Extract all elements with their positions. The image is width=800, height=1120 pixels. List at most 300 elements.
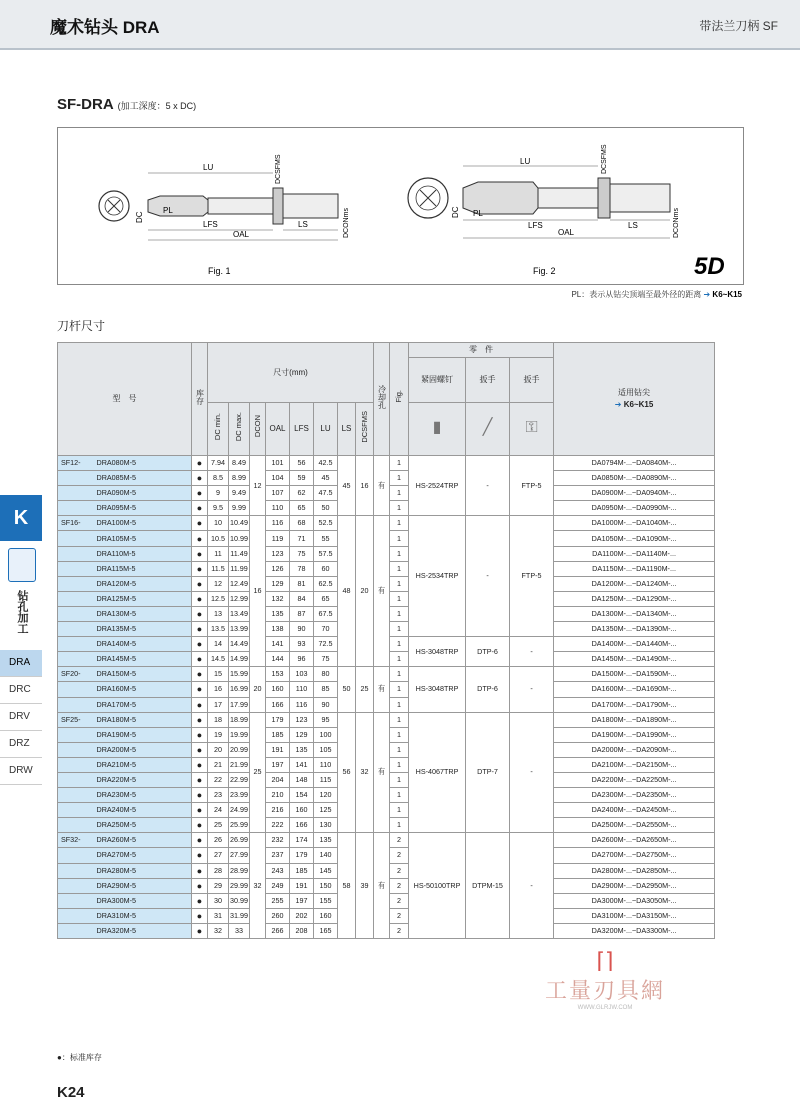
- dcon-cell: 32: [250, 833, 266, 939]
- oal-cell: 166: [266, 697, 290, 712]
- dc-max-cell: 8.49: [229, 456, 250, 471]
- lu-cell: 165: [314, 923, 338, 938]
- lu-cell: 85: [314, 682, 338, 697]
- tip-cell[interactable]: DA2200M-...~DA2250M-...: [554, 772, 715, 787]
- tip-cell[interactable]: DA2000M-...~DA2090M-...: [554, 742, 715, 757]
- stock-dot: ●: [192, 531, 208, 546]
- shank-cell: SF20-: [58, 667, 95, 682]
- fig-cell: 1: [390, 682, 409, 697]
- screw-cell: HS-50100TRP: [409, 833, 466, 939]
- lfs-cell: 197: [290, 893, 314, 908]
- header-lfs: LFS: [290, 403, 314, 456]
- torx-wrench-picture: [510, 403, 554, 456]
- stock-dot: ●: [192, 878, 208, 893]
- oal-cell: 185: [266, 727, 290, 742]
- dc-min-cell: 24: [208, 803, 229, 818]
- dim-ls: LS: [298, 220, 308, 229]
- stock-dot: ●: [192, 893, 208, 908]
- tip-cell[interactable]: DA0900M-...~DA0940M-...: [554, 486, 715, 501]
- model-cell: DRA320M-5: [95, 923, 192, 938]
- pl-note-ref[interactable]: K6~K15: [712, 290, 742, 299]
- dim-oal-2: OAL: [558, 228, 575, 237]
- coolant-cell: 有: [374, 516, 390, 667]
- sidebar-nav: [0, 650, 42, 785]
- lfs-cell: 191: [290, 878, 314, 893]
- page-number: K24: [57, 1084, 85, 1101]
- lu-cell: 70: [314, 622, 338, 637]
- dc-max-cell: 24.99: [229, 803, 250, 818]
- shank-cell: [58, 652, 95, 667]
- fig-cell: 1: [390, 772, 409, 787]
- dc-max-cell: 22.99: [229, 772, 250, 787]
- tip-cell[interactable]: DA2800M-...~DA2850M-...: [554, 863, 715, 878]
- fig-cell: 1: [390, 757, 409, 772]
- stock-dot: ●: [192, 622, 208, 637]
- dc-min-cell: 16: [208, 682, 229, 697]
- fig-cell: 2: [390, 923, 409, 938]
- fig-cell: 1: [390, 727, 409, 742]
- header-tips-ref[interactable]: ➔ K6~K15: [614, 400, 654, 409]
- drill-icon: [8, 548, 36, 582]
- tip-cell[interactable]: DA0850M-...~DA0890M-...: [554, 471, 715, 486]
- lfs-cell: 65: [290, 501, 314, 516]
- dc-max-cell: 18.99: [229, 712, 250, 727]
- pl-note: [571, 289, 742, 300]
- fig-cell: 1: [390, 803, 409, 818]
- fig-cell: 1: [390, 606, 409, 621]
- oal-cell: 243: [266, 863, 290, 878]
- oal-cell: 119: [266, 531, 290, 546]
- header-fig: [390, 343, 409, 456]
- header-oal: OAL: [266, 403, 290, 456]
- model-title: [57, 96, 196, 113]
- dc-min-cell: 13.5: [208, 622, 229, 637]
- fig-cell: 2: [390, 878, 409, 893]
- header-wrench2: 扳手: [510, 358, 554, 403]
- lfs-cell: 208: [290, 923, 314, 938]
- fig-cell: 2: [390, 833, 409, 848]
- tip-cell[interactable]: DA3000M-...~DA3050M-...: [554, 893, 715, 908]
- stock-dot: ●: [192, 833, 208, 848]
- header-model: 型 号: [58, 343, 192, 456]
- lu-cell: 62.5: [314, 576, 338, 591]
- tip-cell[interactable]: DA1300M-...~DA1340M-...: [554, 606, 715, 621]
- dc-max-cell: 23.99: [229, 788, 250, 803]
- model-cell: DRA210M-5: [95, 757, 192, 772]
- lu-cell: 110: [314, 757, 338, 772]
- lu-cell: 155: [314, 893, 338, 908]
- lfs-cell: 116: [290, 697, 314, 712]
- lu-cell: 52.5: [314, 516, 338, 531]
- header-ls: LS: [338, 403, 356, 456]
- tip-cell[interactable]: DA2100M-...~DA2150M-...: [554, 757, 715, 772]
- fig-cell: 1: [390, 788, 409, 803]
- oal-cell: 210: [266, 788, 290, 803]
- lfs-cell: 174: [290, 833, 314, 848]
- stock-dot: ●: [192, 471, 208, 486]
- lfs-cell: 87: [290, 606, 314, 621]
- dc-max-cell: 33: [229, 923, 250, 938]
- dim-lfs: LFS: [203, 220, 218, 229]
- dc-min-cell: 12: [208, 576, 229, 591]
- tip-cell[interactable]: DA1400M-...~DA1440M-...: [554, 637, 715, 652]
- lfs-cell: 185: [290, 863, 314, 878]
- section-tab-k[interactable]: K: [0, 495, 42, 541]
- sidebar-item-drc[interactable]: DRC: [0, 677, 42, 704]
- shank-cell: SF32-: [58, 833, 95, 848]
- dc-min-cell: 11.5: [208, 561, 229, 576]
- fig-cell: 1: [390, 546, 409, 561]
- tip-cell[interactable]: DA3100M-...~DA3150M-...: [554, 908, 715, 923]
- tip-cell[interactable]: DA2900M-...~DA2950M-...: [554, 878, 715, 893]
- dcon-cell: 16: [250, 516, 266, 667]
- lfs-cell: 96: [290, 652, 314, 667]
- model-cell: DRA230M-5: [95, 788, 192, 803]
- lu-cell: 130: [314, 818, 338, 833]
- fig-cell: 1: [390, 531, 409, 546]
- tip-cell[interactable]: DA0950M-...~DA0990M-...: [554, 501, 715, 516]
- side-view-1: [135, 154, 350, 276]
- tip-cell[interactable]: DA2600M-...~DA2650M-...: [554, 833, 715, 848]
- dc-max-cell: 10.49: [229, 516, 250, 531]
- shank-cell: [58, 757, 95, 772]
- stock-dot: ●: [192, 772, 208, 787]
- oal-cell: 116: [266, 516, 290, 531]
- header-stock: [192, 343, 208, 456]
- oal-cell: 129: [266, 576, 290, 591]
- shank-cell: SF12-: [58, 456, 95, 471]
- dc-max-cell: 28.99: [229, 863, 250, 878]
- model-cell: DRA140M-5: [95, 637, 192, 652]
- shank-cell: [58, 727, 95, 742]
- dc-min-cell: 23: [208, 788, 229, 803]
- shank-cell: [58, 863, 95, 878]
- header-coolant-text: 冷却孔: [377, 384, 387, 409]
- header-dc-max-text: DC max.: [234, 411, 243, 442]
- tip-cell[interactable]: DA1100M-...~DA1140M-...: [554, 546, 715, 561]
- tip-cell[interactable]: DA1350M-...~DA1390M-...: [554, 622, 715, 637]
- sidebar-item-dra[interactable]: DRA: [0, 650, 42, 677]
- stock-dot: ●: [192, 667, 208, 682]
- model-cell: DRA125M-5: [95, 591, 192, 606]
- shank-cell: [58, 501, 95, 516]
- dcon-cell: 20: [250, 667, 266, 712]
- lfs-cell: 135: [290, 742, 314, 757]
- oal-cell: 126: [266, 561, 290, 576]
- wrench2-cell: -: [510, 637, 554, 667]
- oal-cell: 141: [266, 637, 290, 652]
- shank-cell: [58, 878, 95, 893]
- watermark-text: 工量刃具網: [544, 978, 665, 1003]
- header-dcsfms: [356, 403, 374, 456]
- dcsfms-cell: 39: [356, 833, 374, 939]
- shank-cell: [58, 471, 95, 486]
- tip-cell[interactable]: DA1200M-...~DA1240M-...: [554, 576, 715, 591]
- fig-cell: 1: [390, 591, 409, 606]
- model-cell: DRA220M-5: [95, 772, 192, 787]
- fig-cell: 1: [390, 576, 409, 591]
- dc-max-cell: 26.99: [229, 833, 250, 848]
- stock-dot: ●: [192, 486, 208, 501]
- depth-badge: 5D: [694, 253, 725, 280]
- lu-cell: 65: [314, 591, 338, 606]
- dim-oal: OAL: [233, 230, 250, 239]
- dc-max-cell: 27.99: [229, 848, 250, 863]
- lu-cell: 135: [314, 833, 338, 848]
- lu-cell: 67.5: [314, 606, 338, 621]
- lu-cell: 50: [314, 501, 338, 516]
- model-cell: DRA270M-5: [95, 848, 192, 863]
- lfs-cell: 56: [290, 456, 314, 471]
- screw-cell: HS-3048TRP: [409, 637, 466, 667]
- fig-cell: 1: [390, 471, 409, 486]
- dcon-cell: 25: [250, 712, 266, 833]
- tip-cell[interactable]: DA1250M-...~DA1290M-...: [554, 591, 715, 606]
- ls-cell: 56: [338, 712, 356, 833]
- dc-max-cell: 12.99: [229, 591, 250, 606]
- stock-dot: ●: [192, 908, 208, 923]
- shank-cell: [58, 772, 95, 787]
- model-cell: DRA085M-5: [95, 471, 192, 486]
- tip-cell[interactable]: DA2700M-...~DA2750M-...: [554, 848, 715, 863]
- shank-cell: [58, 622, 95, 637]
- fig-cell: 2: [390, 848, 409, 863]
- header-dims: 尺寸(mm): [208, 343, 374, 403]
- shank-cell: [58, 606, 95, 621]
- model-cell: DRA095M-5: [95, 501, 192, 516]
- lu-cell: 160: [314, 908, 338, 923]
- fig-cell: 1: [390, 561, 409, 576]
- oal-cell: 160: [266, 682, 290, 697]
- model-cell: DRA110M-5: [95, 546, 192, 561]
- wrench2-cell: -: [510, 667, 554, 712]
- stock-dot: ●: [192, 712, 208, 727]
- screw-cell: HS-3048TRP: [409, 667, 466, 712]
- dc-max-cell: 8.99: [229, 471, 250, 486]
- lfs-cell: 84: [290, 591, 314, 606]
- fig-cell: 1: [390, 697, 409, 712]
- stock-dot: ●: [192, 576, 208, 591]
- stock-dot: ●: [192, 637, 208, 652]
- dc-max-cell: 17.99: [229, 697, 250, 712]
- table-row: [58, 456, 715, 471]
- lfs-cell: 71: [290, 531, 314, 546]
- lu-cell: 55: [314, 531, 338, 546]
- lu-cell: 140: [314, 848, 338, 863]
- dc-min-cell: 30: [208, 893, 229, 908]
- model-cell: DRA160M-5: [95, 682, 192, 697]
- tip-cell[interactable]: DA2500M-...~DA2550M-...: [554, 818, 715, 833]
- fig-cell: 2: [390, 908, 409, 923]
- coolant-cell: 有: [374, 712, 390, 833]
- tip-cell[interactable]: DA1150M-...~DA1190M-...: [554, 561, 715, 576]
- wrench1-cell: DTP-6: [466, 667, 510, 712]
- tip-cell[interactable]: DA0794M-...~DA0840M-...: [554, 456, 715, 471]
- table-row: [58, 516, 715, 531]
- screw-icon: ▮: [432, 419, 442, 436]
- dc-min-cell: 10.5: [208, 531, 229, 546]
- lfs-cell: 90: [290, 622, 314, 637]
- shank-cell: [58, 923, 95, 938]
- oal-cell: 110: [266, 501, 290, 516]
- coolant-cell: 有: [374, 456, 390, 516]
- lfs-cell: 59: [290, 471, 314, 486]
- tip-cell[interactable]: DA1600M-...~DA1690M-...: [554, 682, 715, 697]
- sidebar-item-drw[interactable]: DRW: [0, 758, 42, 785]
- fig-cell: 1: [390, 637, 409, 652]
- stock-dot: ●: [192, 501, 208, 516]
- stock-dot: ●: [192, 561, 208, 576]
- dim-lfs-2: LFS: [528, 221, 543, 230]
- dc-max-cell: 12.49: [229, 576, 250, 591]
- tip-cell[interactable]: DA2400M-...~DA2450M-...: [554, 803, 715, 818]
- dc-max-cell: 9.99: [229, 501, 250, 516]
- lfs-cell: 62: [290, 486, 314, 501]
- oal-cell: 249: [266, 878, 290, 893]
- tip-cell[interactable]: DA1900M-...~DA1990M-...: [554, 727, 715, 742]
- oal-cell: 135: [266, 606, 290, 621]
- tip-cell[interactable]: DA2300M-...~DA2350M-...: [554, 788, 715, 803]
- dc-max-cell: 9.49: [229, 486, 250, 501]
- dc-max-cell: 30.99: [229, 893, 250, 908]
- torx-wrench-icon: ⚿: [525, 419, 538, 436]
- lfs-cell: 93: [290, 637, 314, 652]
- dc-min-cell: 14.5: [208, 652, 229, 667]
- watermark-url: WWW.GLRJW.COM: [577, 1005, 633, 1011]
- dc-min-cell: 13: [208, 606, 229, 621]
- shank-cell: SF16-: [58, 516, 95, 531]
- dc-min-cell: 28: [208, 863, 229, 878]
- model-cell: DRA120M-5: [95, 576, 192, 591]
- spec-table: [57, 342, 715, 939]
- lu-cell: 45: [314, 471, 338, 486]
- model-cell: DRA150M-5: [95, 667, 192, 682]
- dc-min-cell: 27: [208, 848, 229, 863]
- stock-dot: ●: [192, 742, 208, 757]
- oal-cell: 144: [266, 652, 290, 667]
- model-cell: DRA200M-5: [95, 742, 192, 757]
- fig-cell: 1: [390, 456, 409, 471]
- header-parts: 零 件: [409, 343, 554, 358]
- dc-max-cell: 25.99: [229, 818, 250, 833]
- oal-cell: 216: [266, 803, 290, 818]
- dc-min-cell: 9: [208, 486, 229, 501]
- shank-cell: [58, 576, 95, 591]
- dc-min-cell: 15: [208, 667, 229, 682]
- model-cell: DRA170M-5: [95, 697, 192, 712]
- stock-dot: ●: [192, 697, 208, 712]
- tip-cell[interactable]: DA1000M-...~DA1040M-...: [554, 516, 715, 531]
- shank-cell: [58, 697, 95, 712]
- dc-max-cell: 13.49: [229, 606, 250, 621]
- shank-cell: [58, 818, 95, 833]
- header-stock-text: 库存: [195, 388, 205, 405]
- lfs-cell: 103: [290, 667, 314, 682]
- model-cell: DRA145M-5: [95, 652, 192, 667]
- screw-cell: HS-2524TRP: [409, 456, 466, 516]
- dcsfms-cell: 20: [356, 516, 374, 667]
- stock-dot: ●: [192, 516, 208, 531]
- dc-min-cell: 11: [208, 546, 229, 561]
- dc-max-cell: 29.99: [229, 878, 250, 893]
- wrench1-cell: -: [466, 456, 510, 516]
- oal-cell: 232: [266, 833, 290, 848]
- lu-cell: 150: [314, 878, 338, 893]
- lu-cell: 60: [314, 561, 338, 576]
- dcsfms-cell: 32: [356, 712, 374, 833]
- lfs-cell: 141: [290, 757, 314, 772]
- dc-max-cell: 21.99: [229, 757, 250, 772]
- model-cell: DRA130M-5: [95, 606, 192, 621]
- sidebar-item-drz[interactable]: DRZ: [0, 731, 42, 758]
- wrench1-cell: DTPM-15: [466, 833, 510, 939]
- tip-cell[interactable]: DA3200M-...~DA3300M-...: [554, 923, 715, 938]
- fig1-label: Fig. 1: [208, 266, 231, 276]
- wrench2-cell: FTP-5: [510, 456, 554, 516]
- dc-min-cell: 31: [208, 908, 229, 923]
- dim-dcon-2: DCONms: [673, 208, 680, 238]
- shank-cell: [58, 908, 95, 923]
- lfs-cell: 75: [290, 546, 314, 561]
- header-dc-min-text: DC min.: [213, 412, 222, 441]
- tip-cell[interactable]: DA1800M-...~DA1890M-...: [554, 712, 715, 727]
- stock-dot: ●: [192, 863, 208, 878]
- header-dcsfms-text: DCSFMS: [359, 410, 369, 443]
- sidebar-item-drv[interactable]: DRV: [0, 704, 42, 731]
- model-cell: DRA090M-5: [95, 486, 192, 501]
- lu-cell: 57.5: [314, 546, 338, 561]
- model-cell: DRA310M-5: [95, 908, 192, 923]
- dc-min-cell: 9.5: [208, 501, 229, 516]
- lfs-cell: 110: [290, 682, 314, 697]
- shank-cell: [58, 531, 95, 546]
- coolant-cell: 有: [374, 833, 390, 939]
- lu-cell: 100: [314, 727, 338, 742]
- fig-cell: 1: [390, 818, 409, 833]
- stock-dot: ●: [192, 818, 208, 833]
- oal-cell: 204: [266, 772, 290, 787]
- tip-cell[interactable]: DA1450M-...~DA1490M-...: [554, 652, 715, 667]
- fig-cell: 1: [390, 652, 409, 667]
- dcsfms-cell: 25: [356, 667, 374, 712]
- ls-cell: 45: [338, 456, 356, 516]
- page-title: 魔术钻头 DRA: [50, 18, 160, 37]
- stock-dot: ●: [192, 456, 208, 471]
- tip-cell[interactable]: DA1050M-...~DA1090M-...: [554, 531, 715, 546]
- shank-cell: [58, 546, 95, 561]
- shank-cell: [58, 637, 95, 652]
- model-cell: DRA190M-5: [95, 727, 192, 742]
- dc-min-cell: 8.5: [208, 471, 229, 486]
- ls-cell: 48: [338, 516, 356, 667]
- stock-dot: ●: [192, 652, 208, 667]
- tip-cell[interactable]: DA1500M-...~DA1590M-...: [554, 667, 715, 682]
- lu-cell: 120: [314, 788, 338, 803]
- page-header: [0, 0, 800, 50]
- lu-cell: 72.5: [314, 637, 338, 652]
- ls-cell: 50: [338, 667, 356, 712]
- lfs-cell: 123: [290, 712, 314, 727]
- header-tips-label: 适用钻尖: [618, 388, 651, 397]
- dc-min-cell: 22: [208, 772, 229, 787]
- model-cell: DRA250M-5: [95, 818, 192, 833]
- tip-cell[interactable]: DA1700M-...~DA1790M-...: [554, 697, 715, 712]
- shank-cell: [58, 591, 95, 606]
- dc-min-cell: 32: [208, 923, 229, 938]
- oal-cell: 222: [266, 818, 290, 833]
- stock-dot: ●: [192, 803, 208, 818]
- dim-pl-2: PL: [473, 209, 483, 218]
